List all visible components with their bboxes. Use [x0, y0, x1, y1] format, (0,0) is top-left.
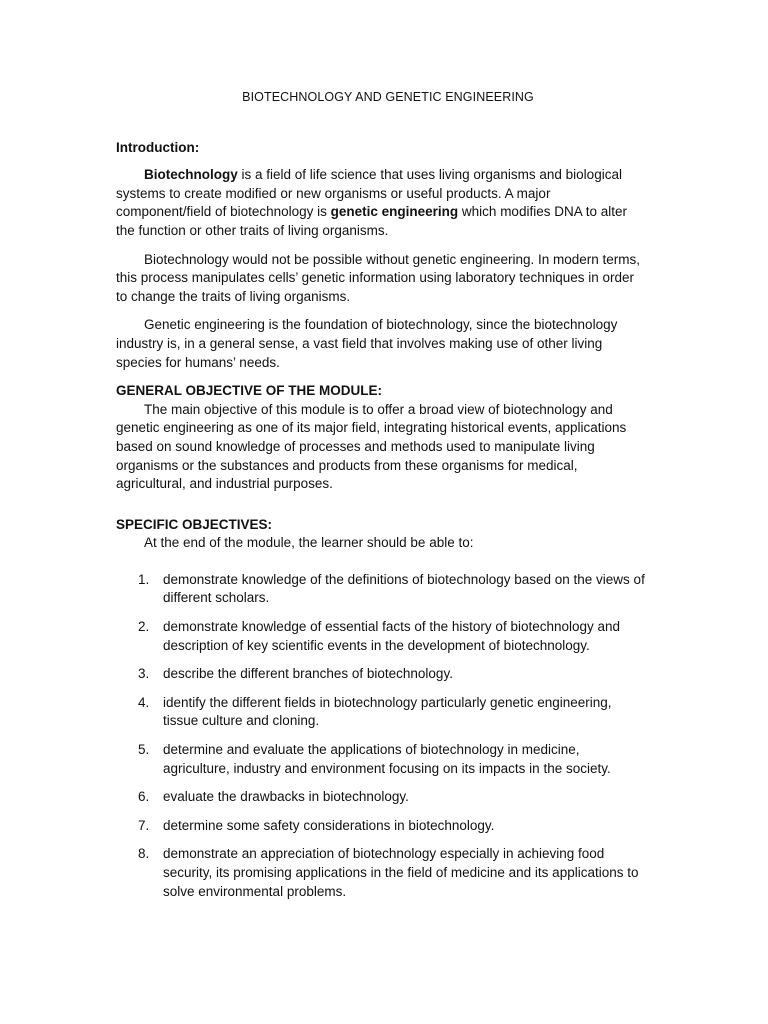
- list-item-text: demonstrate knowledge of the definitions of biotechnology based on the views of different scholars.: [163, 571, 645, 606]
- term-biotechnology: Biotechnology: [144, 167, 238, 183]
- objectives-list: [116, 571, 648, 901]
- list-number: 1.: [138, 571, 150, 587]
- list-number: 4.: [138, 694, 150, 710]
- list-item-text: identify the different fields in biotechnology particularly genetic engineering, tissue culture and cloning.: [163, 694, 612, 729]
- list-item-text: determine and evaluate the applications of biotechnology in medicine, agriculture, industry and environment focusing on its impacts in the society.: [163, 742, 611, 776]
- list-number: 7.: [138, 817, 150, 833]
- specific-objectives-lead: At the end of the module, the learner should be able to:: [144, 535, 474, 551]
- list-number: 5.: [138, 742, 150, 758]
- list-item: [116, 571, 648, 608]
- general-objective-text: The main objective of this module is to offer a broad view of biotechnology and genetic engineering as one of its major field, integrating historical events, applications based on sound knowledge of processes and methods used to manipulate living organisms or the substances and products from these organisms for medical, agricultural, and industrial purposes.: [116, 401, 627, 492]
- list-item: [116, 694, 648, 731]
- list-item-text: demonstrate an appreciation of biotechnology especially in achieving food security, its promising applications in the field of medicine and its applications to solve environmental problems.: [163, 846, 639, 899]
- list-item: [116, 618, 648, 655]
- general-objective-heading: GENERAL OBJECTIVE OF THE MODULE:: [116, 383, 383, 399]
- list-item-text: determine some safety considerations in biotechnology.: [163, 817, 495, 833]
- list-item: [116, 817, 648, 836]
- introduction-heading: Introduction:: [116, 139, 200, 155]
- list-number: 6.: [138, 789, 150, 805]
- list-number: 3.: [138, 666, 150, 682]
- intro-p1-text-2: which modifies DNA to alter the function or other traits of living organisms.: [116, 204, 627, 238]
- list-item: [116, 741, 648, 778]
- list-item: [116, 845, 648, 901]
- list-item: [116, 665, 648, 684]
- intro-paragraph-2: Biotechnology would not be possible without genetic engineering. In modern terms, this process manipulates cells’ genetic information using laboratory techniques in order to change the traits of living organisms.: [116, 251, 641, 304]
- list-number: 8.: [138, 846, 150, 862]
- specific-objectives-heading: SPECIFIC OBJECTIVES:: [116, 516, 273, 532]
- list-number: 2.: [138, 619, 150, 635]
- list-item-text: describe the different branches of biotechnology.: [163, 666, 453, 682]
- intro-p1-text-1: is a field of life science that uses living organisms and biological systems to create modified or new organisms or useful products. A major component/field of biotechnology is: [116, 167, 622, 220]
- list-item: [116, 788, 648, 807]
- intro-paragraph-3: Genetic engineering is the foundation of biotechnology, since the biotechnology industry is, in a general sense, a vast field that involves making use of other living species for humans’ needs.: [116, 317, 618, 370]
- intro-paragraph-1: [116, 166, 648, 240]
- term-genetic-engineering: genetic engineering: [330, 204, 459, 220]
- list-item-text: evaluate the drawbacks in biotechnology.: [163, 789, 409, 805]
- document-title: BIOTECHNOLOGY AND GENETIC ENGINEERING: [242, 90, 534, 104]
- list-item-text: demonstrate knowledge of essential facts of the history of biotechnology and description of key scientific events in the development of biotechnology.: [163, 619, 621, 653]
